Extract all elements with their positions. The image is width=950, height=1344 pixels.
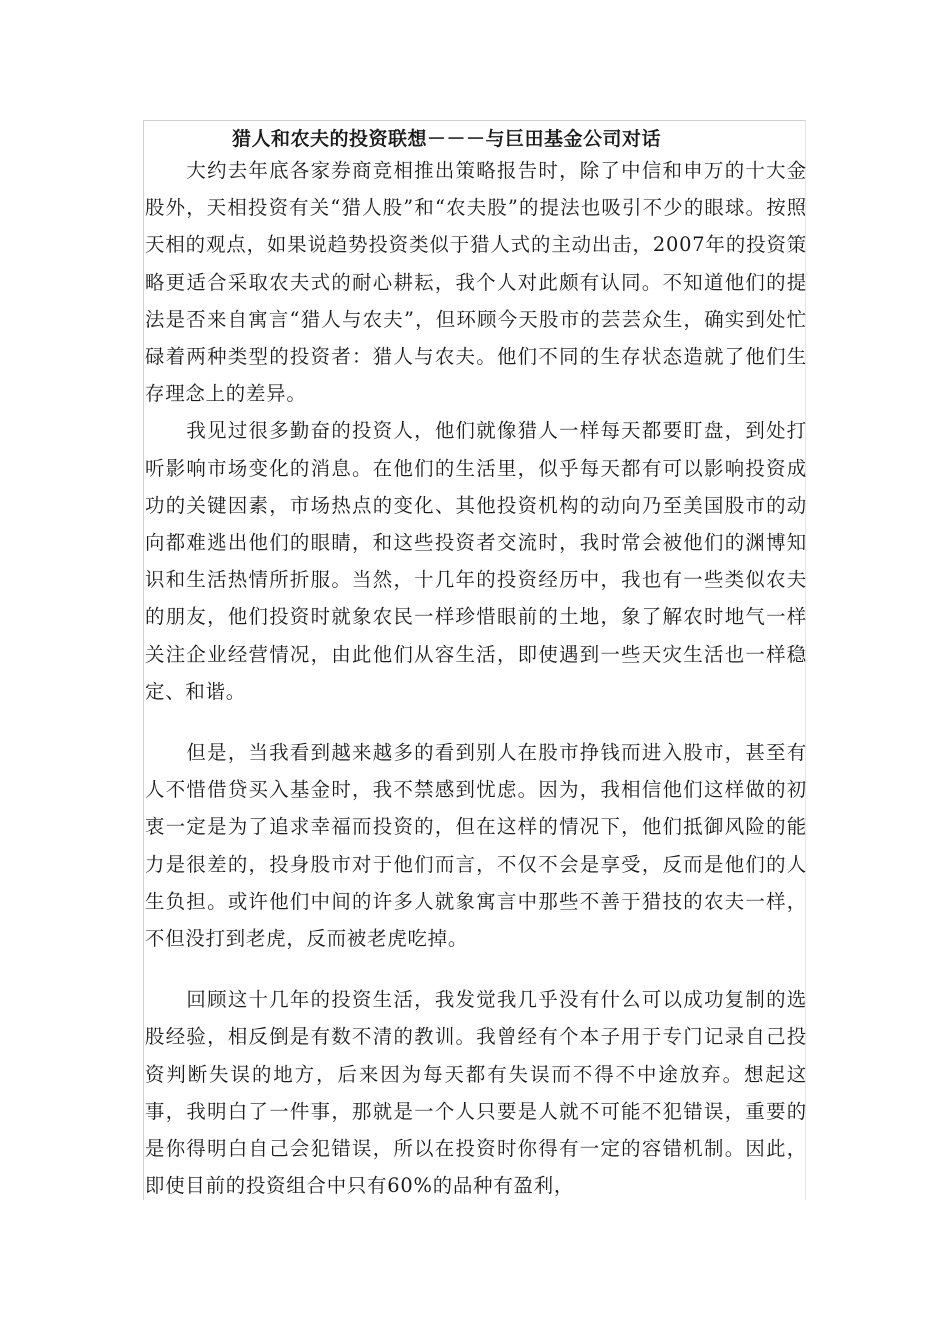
paragraph-3: 但是，当我看到越来越多的看到别人在股市挣钱而进入股市，甚至有人不惜借贷买入基金时，我不禁感到忧虑。因为，我相信他们这样做的初衷一定是为了追求幸福而投资的，但在这样的情况下，他们抵御风险的能力是很差的，投身股市对于他们而言，不仅不会是享受，反而是他们的人生负担。或许他们中间的许多人就象寓言中那些不善于猎技的农夫一样，不但没打到老虎，反而被老虎吃掉。 xyxy=(145,741,807,951)
paragraph-spacer xyxy=(145,957,807,981)
paragraph-2: 我见过很多勤奋的投资人，他们就像猎人一样每天都要盯盘，到处打听影响市场变化的消息。在他们的生活里，似乎每天都有可以影响投资成功的关键因素，市场热点的变化、其他投资机构的动向乃至美国股市的动向都难逃出他们的眼睛，和这些投资者交流时，我时常会被他们的渊博知识和生活热情所折服。当然，十几年的投资经历中，我也有一些类似农夫的朋友，他们投资时就象农民一样珍惜眼前的土地，象了解农时地气一样关注企业经营情况，由此他们从容生活，即使遇到一些天灾生活也一样稳定、和谐。 xyxy=(145,419,807,703)
document-title: 猎人和农夫的投资联想－－－与巨田基金公司对话 xyxy=(232,128,662,150)
document-body xyxy=(145,126,807,1204)
paragraph-spacer xyxy=(145,710,807,734)
paragraph-4: 回顾这十几年的投资生活，我发觉我几乎没有什么可以成功复制的选股经验，相反倒是有数不清的教训。我曾经有个本子用于专门记录自己投资判断失误的地方，后来因为每天都有失误而不得不中途放弃。想起这事，我明白了一件事，那就是一个人只要是人就不可能不犯错误，重要的是你得明白自己会犯错误，所以在投资时你得有一定的容错机制。因此，即使目前的投资组合中只有60%的品种有盈利， xyxy=(145,988,807,1198)
paragraph-1: 大约去年底各家券商竞相推出策略报告时，除了中信和申万的十大金股外，天相投资有关“猎人股”和“农夫股”的提法也吸引不少的眼球。按照天相的观点，如果说趋势投资类似于猎人式的主动出击，2007年的投资策略更适合采取农夫式的耐心耕耘，我个人对此颇有认同。不知道他们的提法是否来自寓言“猎人与农夫”，但环顾今天股市的芸芸众生，确实到处忙碌着两种类型的投资者：猎人与农夫。他们不同的生存状态造就了他们生存理念上的差异。 xyxy=(145,159,807,406)
